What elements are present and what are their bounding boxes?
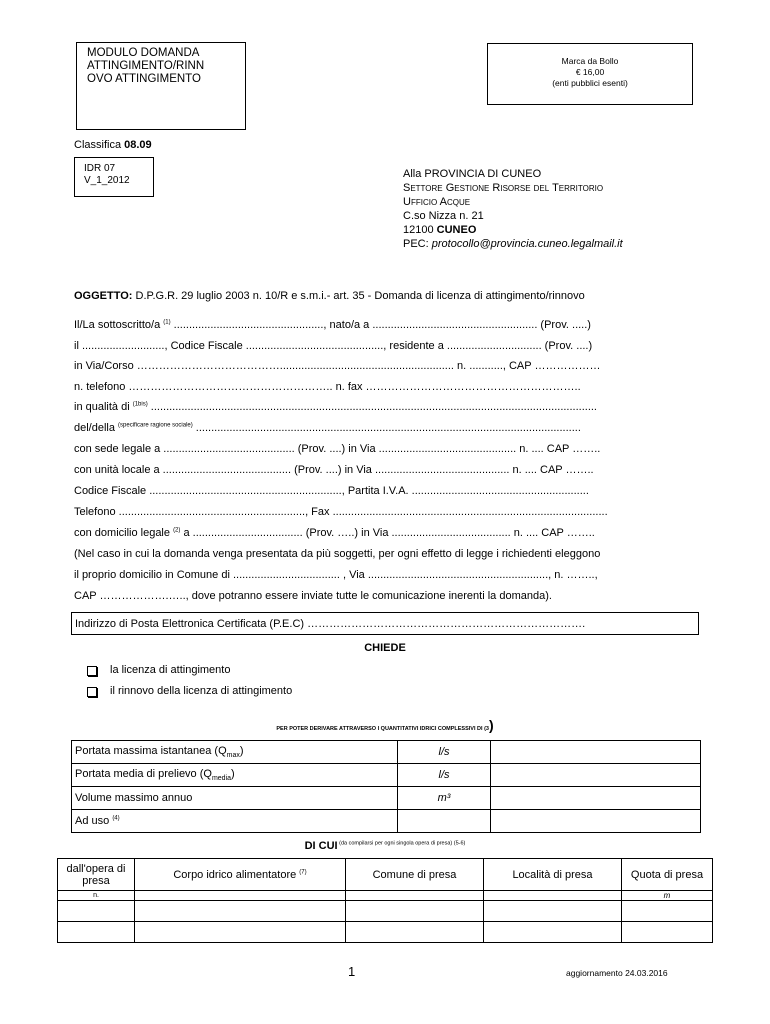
table-cell[interactable] [622,901,713,922]
table-cell[interactable] [346,901,484,922]
quantity-value-cell[interactable] [491,741,701,764]
quantity-label: Ad uso $^{(4)}$ [72,810,398,833]
intake-table [57,858,713,943]
table-row [72,764,701,787]
footnote-ref: (3 [484,726,489,732]
form-line: (Nel caso in cui la domanda venga presentata da più soggetti, per ogni effetto di legge i richiedenti eleggono [74,548,601,560]
form-line[interactable]: in Via/Corso …………………………………......................................................... n. ..........., CAP ……………… [74,360,601,372]
footnote-ref: (specificare ragione sociale) [118,422,193,429]
classification [74,139,152,151]
table-cell[interactable] [58,901,135,922]
quantity-unit [398,810,491,833]
form-text: del/della [74,422,119,434]
request-heading: CHIEDE [364,642,406,654]
unit-row [58,891,713,901]
quantity-unit: l/s [398,741,491,764]
form-line[interactable]: con unità locale a .......................................... (Prov. ....) in Via ............................................ n. .... CAP …….. [74,464,594,476]
table-cell[interactable] [135,922,346,943]
table-header-row [58,859,713,891]
recipient-street: C.so Nizza n. 21 [403,210,484,222]
form-code-line: V_1_2012 [84,175,130,186]
table-row [72,787,701,810]
table-cell[interactable] [135,901,346,922]
form-line[interactable]: il proprio domicilio in Comune di ................................... , Via ..........................................................., n. …….., [74,569,598,581]
unit-cell [135,891,346,901]
page-number: 1 [348,964,356,979]
table-cell[interactable] [484,922,622,943]
recipient-cap: 12100 [403,224,434,236]
form-text: a .................................... (Prov. …..) in Via ....................................... n. .... CAP …….. [180,527,595,539]
update-date: aggiornamento 24.03.2016 [566,968,668,978]
unit-cell [484,891,622,901]
form-text: ................................................., nato/a a ...................................................... (Prov. .....) [170,319,591,331]
stamp-box [487,43,693,105]
form-line[interactable]: il ..........................., Codice Fiscale ............................................., residente a ............................... (Prov. ....) [74,340,593,352]
of-which-title: DI CUI [304,840,338,852]
table-row [72,741,701,764]
form-line[interactable]: con sede legale a ........................................... (Prov. ....) in Via ............................................. n. .... CAP …….. [74,443,601,455]
footnote-ref: (2) [173,527,181,534]
quantity-value-cell[interactable] [491,764,701,787]
classification-value: 08.09 [124,139,152,151]
module-title-line: OVO ATTINGIMENTO [87,73,201,85]
unit-cell: m [622,891,713,901]
unit-cell [346,891,484,901]
recipient-city-line [403,223,623,237]
form-line[interactable] [74,527,595,539]
quantity-unit: l/s [398,764,491,787]
table-row [58,901,713,922]
form-line[interactable]: CAP ……………….….., dove potranno essere inviate tutte le comunicazione inerenti la domanda). [74,590,552,602]
footnote-ref: (1bis) [132,401,148,408]
subject-line [74,290,585,302]
pec-field[interactable]: Indirizzo di Posta Elettronica Certificata (P.E.C) …………………………………………………………………. [71,612,699,635]
form-line[interactable] [74,319,591,331]
form-line[interactable]: Telefono ............................................................., Fax .......................................................................................... [74,506,608,518]
subject-text: D.P.G.R. 29 luglio 2003 n. 10/R e s.m.i.- art. 35 - Domanda di licenza di attingimento/rinnovo [135,290,585,302]
quantities-heading-text: PER POTER DERIVARE ATTRAVERSO I QUANTITATIVI IDRICI COMPLESSIVI DI [276,726,485,732]
classification-label: Classifica [74,139,122,151]
form-line[interactable] [74,422,581,434]
quantities-table [71,740,701,833]
form-line[interactable] [74,401,597,413]
subject-label: OGGETTO: [74,290,133,302]
quantity-label: Portata media di prelievo $(Q_{media})$ [72,764,398,787]
recipient-name: Alla PROVINCIA DI CUNEO [403,168,542,180]
quantity-label: Volume massimo annuo [72,787,398,810]
recipient-city: CUNEO [436,224,477,236]
license-option-label: la licenza di attingimento [110,664,231,676]
form-text: in qualità di [74,401,133,413]
form-line[interactable]: Codice Fiscale ..............................................................., Partita I.V.A. .......................................................... [74,485,589,497]
form-text: con domicilio legale [74,527,174,539]
recipient-office: Ufficio Acque [403,196,471,208]
of-which-heading [0,840,770,852]
module-title-box [76,42,246,130]
table-cell[interactable] [58,922,135,943]
recipient-pec-label: PEC: [403,238,429,250]
unit-cell: n. [58,891,135,901]
table-row [72,810,701,833]
table-cell[interactable] [622,922,713,943]
stamp-line: Marca da Bollo [561,56,619,66]
table-cell[interactable] [346,922,484,943]
form-text: Il/La sottoscritto/a [74,319,164,331]
license-checkbox[interactable] [87,666,97,676]
stamp-line: (enti pubblici esenti) [552,78,628,88]
form-text: .................................................................................................................................................. [147,401,597,413]
quantity-label: Portata massima istantanea $(Q_{max})$ [72,741,398,764]
recipient-pec [403,237,623,251]
module-title-line: MODULO DOMANDA [87,47,200,59]
column-header: Quota di presa [622,859,713,891]
table-row [58,922,713,943]
form-code-line: IDR 07 [84,163,116,174]
column-header: dall'opera di presa [58,859,135,891]
form-text: .............................................................................................................................. [192,422,581,434]
quantity-unit: m³ [398,787,491,810]
column-header: Località di presa [484,859,622,891]
heading-bracket: ) [488,717,494,733]
recipient-department: Settore Gestione Risorse del Territorio [403,182,604,194]
renewal-checkbox[interactable] [87,687,97,697]
form-code-box [74,157,154,197]
column-header: Corpo idrico alimentatore $^{(7)}$ [135,859,346,891]
form-line[interactable]: n. telefono ……………………………………………….. n. fax ………………………………………………….. [74,381,581,393]
recipient-address [403,167,623,251]
footnote-ref: (1) [163,319,171,326]
quantity-value-cell[interactable] [491,810,701,833]
module-title-line: ATTINGIMENTO/RINN [87,60,205,72]
of-which-note: (da compilarsi per ogni singola opera di presa) (5-6) [337,840,466,847]
table-cell[interactable] [484,901,622,922]
renewal-option-label: il rinnovo della licenza di attingimento [110,685,293,697]
quantity-value-cell[interactable] [491,787,701,810]
column-header: Comune di presa [346,859,484,891]
stamp-line: € 16,00 [575,67,605,77]
recipient-pec-value: protocollo@provincia.cuneo.legalmail.it [431,238,623,250]
quantities-heading [0,717,770,733]
